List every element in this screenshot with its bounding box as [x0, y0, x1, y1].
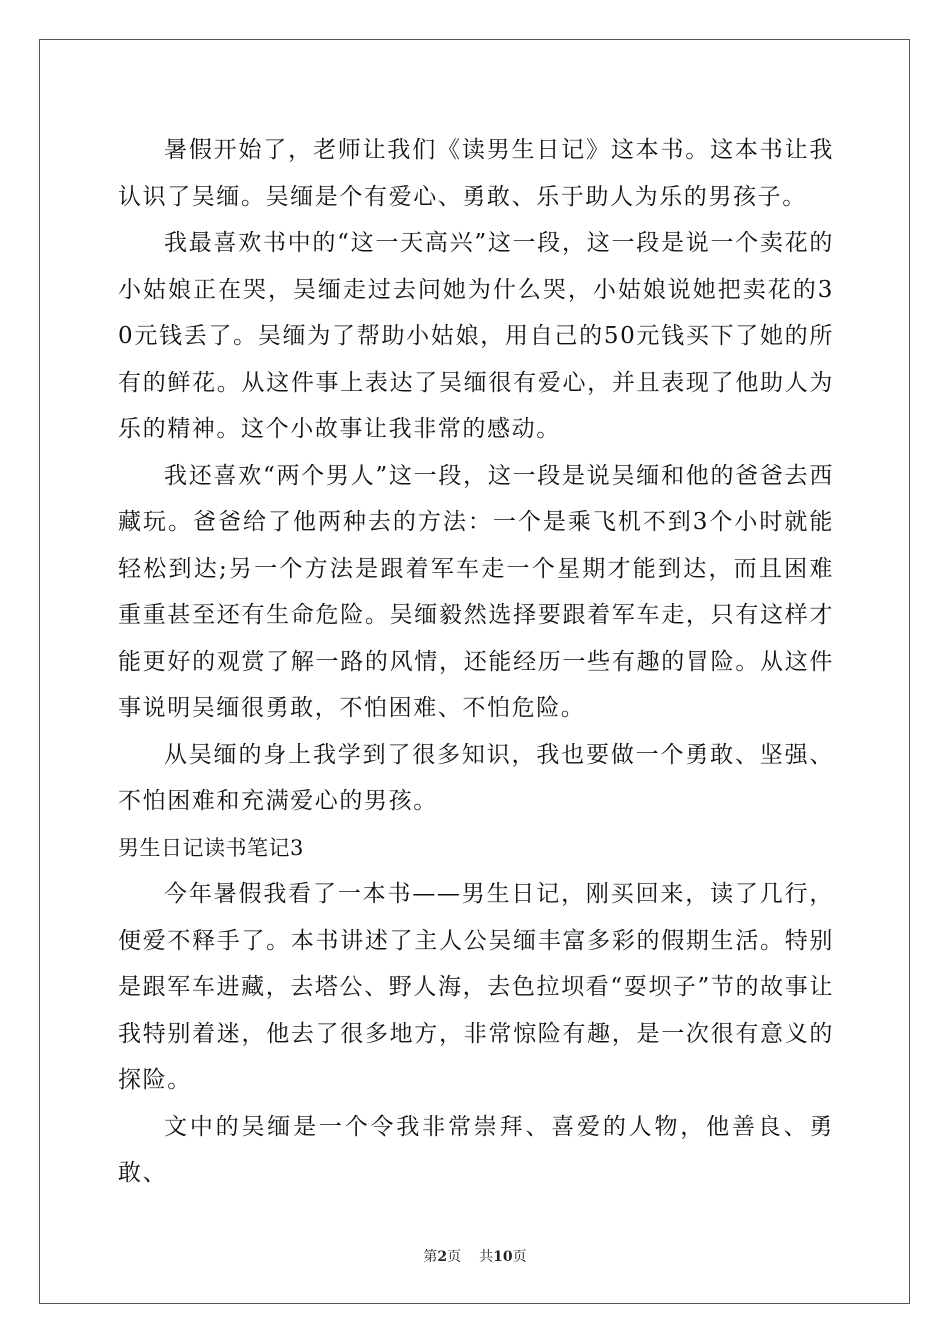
- page-suffix: 页: [447, 1249, 462, 1265]
- total-suffix: 页: [512, 1249, 527, 1265]
- page-footer: [0, 1248, 950, 1266]
- paragraph-4: 从吴缅的身上我学到了很多知识，我也要做一个勇敢、坚强、不怕困难和充满爱心的男孩。: [118, 741, 834, 814]
- document-body: [118, 127, 834, 1197]
- paragraph-5: 今年暑假我看了一本书——男生日记，刚买回来，读了几行，便爱不释手了。本书讲述了主人公吴缅丰富多彩的假期生活。特别是跟军车进藏，去塔公、野人海，去色拉坝看“耍坝子”节的故事让我特别着迷，他去了很多地方，非常惊险有趣，是一次很有意义的探险。: [118, 881, 834, 1093]
- section-title: 男生日记读书笔记3: [118, 835, 304, 860]
- paragraph-2: 我最喜欢书中的“这一天高兴”这一段，这一段是说一个卖花的小姑娘正在哭，吴缅走过去问她为什么哭，小姑娘说她把卖花的30元钱丢了。吴缅为了帮助小姑娘，用自己的50元钱买下了她的所有的鲜花。从这件事上表达了吴缅很有爱心，并且表现了他助人为乐的精神。这个小故事让我非常的感动。: [118, 230, 834, 442]
- paragraph-1: 暑假开始了，老师让我们《读男生日记》这本书。这本书让我认识了吴缅。吴缅是个有爱心、勇敢、乐于助人为乐的男孩子。: [118, 137, 834, 210]
- page-number: 2: [437, 1249, 448, 1265]
- total-prefix: 共: [479, 1249, 494, 1265]
- page-prefix: 第: [423, 1249, 438, 1265]
- paragraph-6: 文中的吴缅是一个令我非常崇拜、喜爱的人物，他善良、勇敢、: [118, 1113, 834, 1186]
- total-pages: 10: [493, 1249, 513, 1265]
- paragraph-3: 我还喜欢“两个男人”这一段，这一段是说吴缅和他的爸爸去西藏玩。爸爸给了他两种去的方法：一个是乘飞机不到3个小时就能轻松到达;另一个方法是跟着军车走一个星期才能到达，而且困难重重甚至还有生命危险。吴缅毅然选择要跟着军车走，只有这样才能更好的观赏了解一路的风情，还能经历一些有趣的冒险。从这件事说明吴缅很勇敢，不怕困难、不怕危险。: [118, 462, 834, 721]
